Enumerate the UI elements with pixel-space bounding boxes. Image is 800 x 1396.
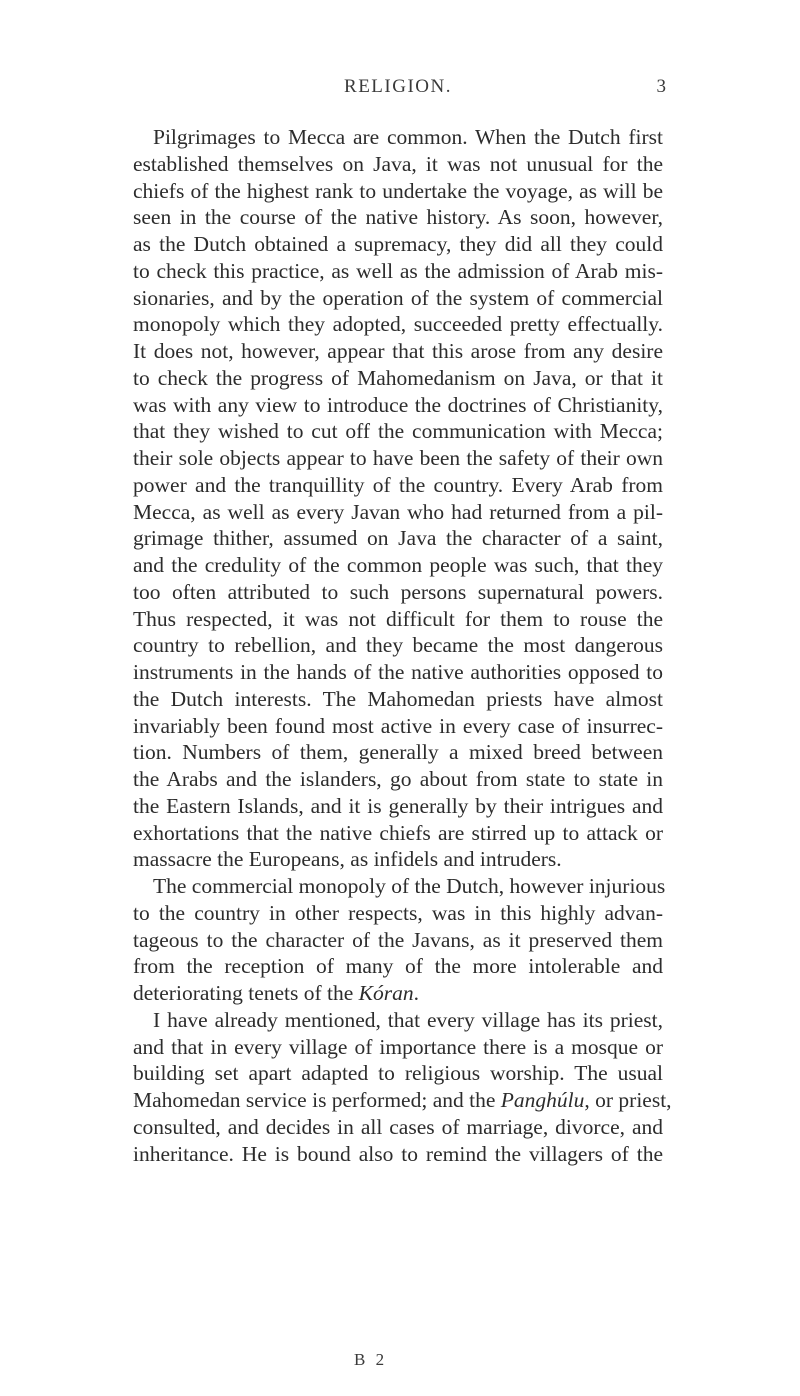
text-segment: the Arabs and the islanders, go about from state to state in — [133, 767, 663, 791]
text-segment: tageous to the character of the Javans, as it preserved them — [133, 927, 663, 952]
text-line — [133, 900, 663, 926]
text-line — [133, 525, 663, 551]
text-line — [133, 365, 663, 391]
text-line — [133, 151, 663, 177]
text-line — [133, 499, 663, 525]
text-segment: power and the tranquillity of the country. Every Arab from — [133, 472, 663, 497]
text-line — [153, 124, 663, 150]
text-segment: and the credulity of the common people was such, that they — [133, 553, 663, 577]
text-line — [133, 445, 663, 471]
text-line — [133, 1141, 663, 1167]
italic-term: Panghúlu — [500, 1088, 585, 1112]
text-line — [133, 204, 663, 230]
text-segment: grimage thither, assumed on Java the character of a saint, — [133, 526, 663, 551]
text-line — [133, 1060, 663, 1086]
text-segment: their sole objects appear to have been the safety of their own — [133, 446, 663, 470]
text-line — [133, 285, 663, 311]
text-segment: seen in the course of the native history. As soon, however, — [133, 205, 663, 230]
text-line — [153, 1007, 663, 1033]
running-title: RELIGION. — [344, 76, 452, 97]
text-segment: Mecca, as well as every Javan who had returned from a pil- — [133, 499, 663, 524]
text-line — [133, 231, 663, 257]
text-line — [133, 418, 663, 444]
text-line — [133, 713, 663, 739]
text-line — [133, 980, 663, 1006]
text-segment: monopoly which they adopted, succeeded pretty effectually. — [133, 312, 663, 337]
text-segment: , or priest, — [584, 1088, 672, 1112]
text-segment: deteriorating tenets of the — [133, 981, 359, 1005]
text-segment: Pilgrimages to Mecca are common. When the Dutch first — [153, 125, 663, 149]
text-segment: the Eastern Islands, and it is generally by their intrigues and — [133, 793, 663, 818]
text-segment: chiefs of the highest rank to undertake the voyage, as will be — [133, 178, 663, 203]
text-segment: country to rebellion, and they became the most dangerous — [133, 633, 663, 658]
text-line — [133, 820, 663, 846]
text-line — [133, 632, 663, 658]
page-header — [133, 76, 666, 106]
text-segment: was with any view to introduce the doctrines of Christianity, — [133, 392, 663, 417]
text-line — [133, 953, 663, 979]
text-segment: Mahomedan service is performed; and the — [133, 1088, 501, 1112]
text-line — [133, 739, 663, 765]
text-segment: building set apart adapted to religious worship. The usual — [133, 1061, 663, 1086]
text-segment: as the Dutch obtained a supremacy, they did all they could — [133, 232, 663, 256]
text-line — [133, 552, 663, 578]
text-segment: I have already mentioned, that every village has its priest, — [153, 1007, 663, 1032]
text-line — [133, 846, 663, 872]
text-segment: tion. Numbers of them, generally a mixed breed between — [133, 740, 663, 765]
text-segment: massacre the Europeans, as infidels and intruders. — [133, 847, 562, 872]
text-segment: invariably been found most active in every case of insurrec- — [133, 713, 663, 738]
text-segment: to check the progress of Mahomedanism on Java, or that it — [133, 365, 663, 390]
text-line — [133, 178, 663, 204]
text-line — [133, 686, 663, 712]
text-line — [133, 338, 663, 364]
text-segment: and that in every village of importance there is a mosque or — [133, 1034, 663, 1059]
text-segment: to check this practice, as well as the admission of Arab mis- — [133, 258, 663, 283]
text-line — [133, 1114, 663, 1140]
text-segment: Thus respected, it was not difficult for them to rouse the — [133, 606, 663, 631]
text-segment: to the country in other respects, was in this highly advan- — [133, 900, 663, 925]
text-segment: the Dutch interests. The Mahomedan priests have almost — [133, 686, 663, 711]
text-line — [133, 472, 663, 498]
text-line — [153, 873, 666, 899]
text-line — [133, 1087, 672, 1113]
text-line — [133, 766, 663, 792]
text-segment: too often attributed to such persons supernatural powers. — [133, 579, 663, 604]
text-line — [133, 258, 663, 284]
text-segment: It does not, however, appear that this arose from any desire — [133, 339, 663, 363]
text-segment: from the reception of many of the more intolerable and — [133, 954, 663, 979]
text-segment: that they wished to cut off the communication with Mecca; — [133, 419, 663, 444]
text-line — [133, 793, 663, 819]
text-segment: The commercial monopoly of the Dutch, however injurious — [153, 874, 666, 898]
text-segment: sionaries, and by the operation of the system of commercial — [133, 285, 663, 310]
text-line — [133, 311, 663, 337]
text-line — [133, 927, 663, 953]
text-segment: consulted, and decides in all cases of marriage, divorce, and — [133, 1114, 663, 1139]
text-line — [133, 579, 663, 605]
signature-mark: B 2 — [354, 1350, 388, 1369]
text-line — [133, 606, 663, 632]
text-line — [133, 659, 663, 685]
text-segment: . — [413, 981, 420, 1005]
text-segment: instruments in the hands of the native authorities opposed to — [133, 660, 663, 684]
text-line — [133, 392, 663, 418]
text-segment: inheritance. He is bound also to remind the villagers of the — [133, 1141, 663, 1166]
page-number: 3 — [656, 76, 666, 97]
italic-term: Kóran — [358, 981, 414, 1005]
text-line — [133, 1034, 663, 1060]
text-segment: exhortations that the native chiefs are stirred up to attack or — [133, 820, 663, 845]
text-segment: established themselves on Java, it was not unusual for the — [133, 151, 663, 176]
